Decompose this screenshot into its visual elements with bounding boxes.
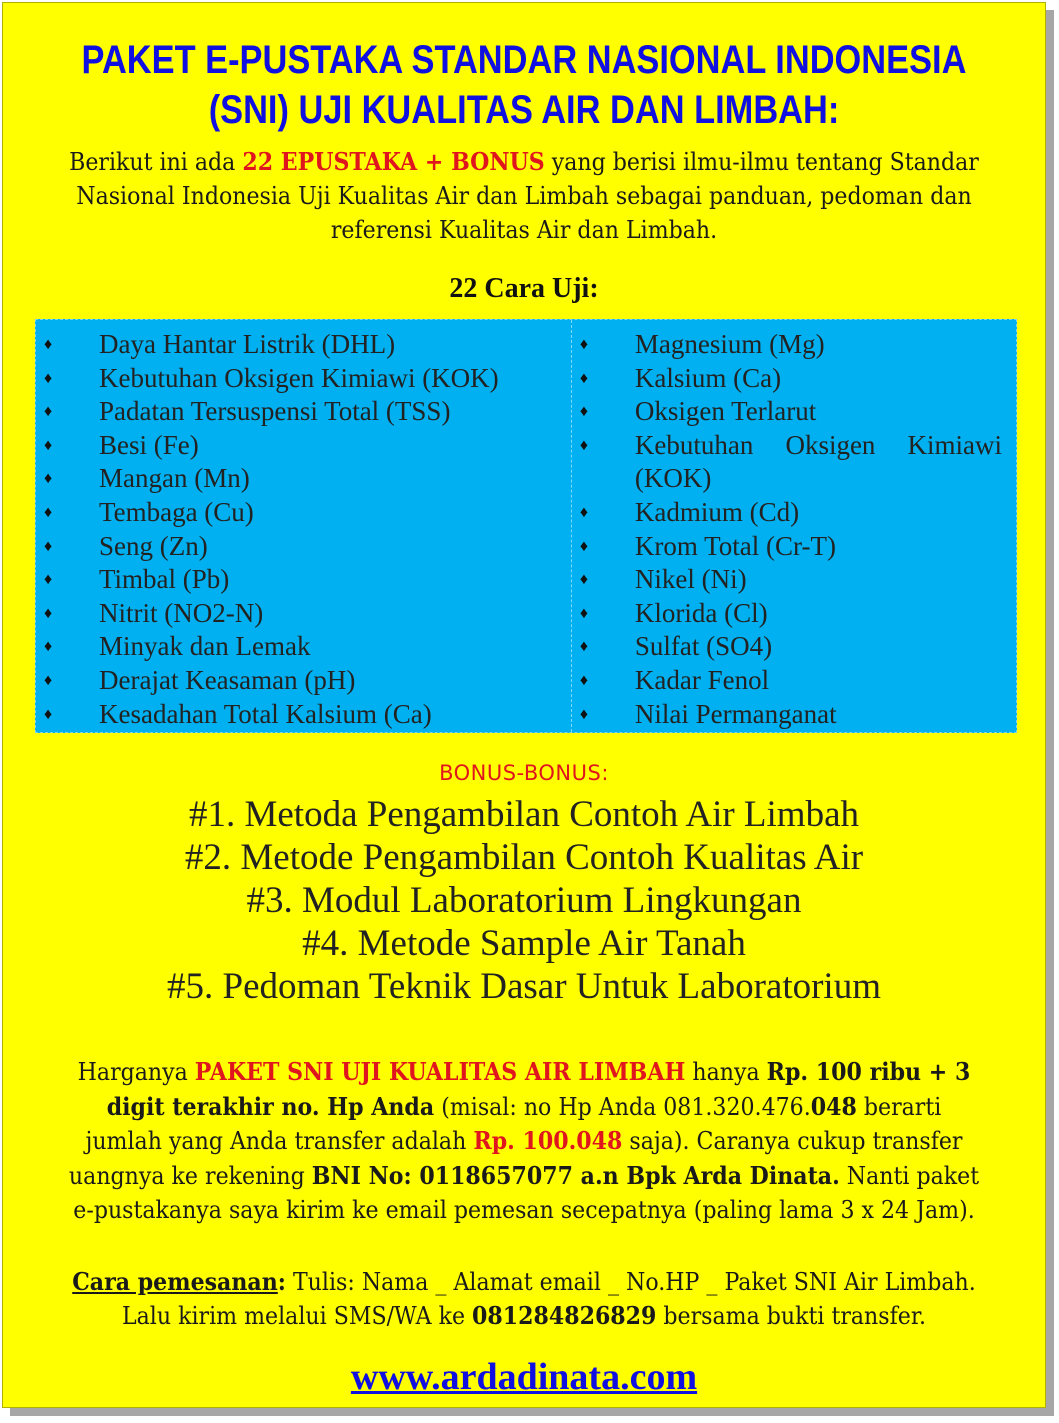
- price-text: (misal: no Hp Anda 081.320.476.: [434, 1092, 811, 1121]
- price-amount: Rp. 100 ribu + 3 digit terakhir no. Hp Anda: [106, 1057, 971, 1121]
- diamond-bullet-icon: ♦: [579, 336, 589, 353]
- intro-highlight: 22 EPUSTAKA + BONUS: [242, 147, 545, 176]
- intro-text-rest: yang berisi ilmu-ilmu tentang Standar Nasional Indonesia Uji Kualitas Air dan Limbah sebagai panduan, pedoman dan referensi Kualitas Air dan Limbah.: [76, 148, 979, 244]
- test-item-label: Padatan Tersuspensi Total (TSS): [99, 396, 451, 427]
- diamond-bullet-icon: ♦: [44, 604, 53, 622]
- diamond-bullet-icon: ♦: [44, 705, 53, 723]
- diamond-bullet-icon: ♦: [44, 571, 53, 589]
- bank-account: BNI No: 0118657077 a.n Bpk Arda Dinata.: [311, 1160, 840, 1190]
- test-item: [36, 429, 571, 463]
- test-item: [36, 362, 571, 396]
- test-item: [572, 362, 1016, 396]
- test-item-label: Daya Hantar Listrik (DHL): [99, 329, 396, 359]
- test-item-label: Minyak dan Lemak: [99, 631, 311, 662]
- test-item: [572, 563, 1016, 597]
- test-item-label: Tembaga (Cu): [99, 496, 254, 527]
- title-line-2: (SNI) UJI KUALITAS AIR DAN LIMBAH:: [208, 88, 840, 132]
- diamond-bullet-icon: ♦: [44, 336, 53, 353]
- test-item-label: Magnesium (Mg): [634, 329, 825, 359]
- bonus-item: #1. Metoda Pengambilan Contoh Air Limbah: [188, 794, 860, 835]
- diamond-bullet-icon: ♦: [579, 604, 589, 622]
- order-text: Tulis: Nama _ Alamat email _ No.HP _ Paket SNI Air Limbah. Lalu kirim melalui SMS/WA ke: [121, 1268, 976, 1330]
- website-link[interactable]: www.ardadinata.com: [350, 1356, 698, 1398]
- test-item: [572, 429, 1016, 463]
- diamond-bullet-icon: ♦: [579, 571, 589, 589]
- diamond-bullet-icon: ♦: [44, 537, 53, 555]
- test-item-label: Seng (Zn): [99, 530, 208, 561]
- test-item-label: Kesadahan Total Kalsium (Ca): [99, 698, 432, 729]
- test-item: [572, 328, 1016, 362]
- poster: [2, 2, 1046, 1408]
- title-line-1: PAKET E-PUSTAKA STANDAR NASIONAL INDONESIA: [81, 38, 967, 82]
- test-item: [36, 664, 571, 698]
- price-example-digits: 048: [810, 1091, 857, 1121]
- package-name: PAKET SNI UJI KUALITAS AIR LIMBAH: [194, 1057, 686, 1086]
- test-item: [572, 698, 1016, 732]
- test-item: [36, 630, 571, 664]
- bonus-item: #5. Pedoman Teknik Dasar Untuk Laboratorium: [167, 966, 881, 1007]
- price-text: Nanti paket e-pustakanya saya kirim ke email pemesan secepatnya (paling lama 3 x 24 Jam).: [73, 1161, 980, 1224]
- price-text: Harganya: [77, 1058, 195, 1086]
- order-paragraph: [61, 1265, 987, 1333]
- diamond-bullet-icon: ♦: [579, 436, 589, 454]
- test-item-label: Sulfat (SO4): [634, 631, 773, 662]
- diamond-bullet-icon: ♦: [579, 537, 589, 555]
- price-text: hanya: [685, 1058, 767, 1086]
- test-item: [572, 530, 1016, 564]
- test-item: [36, 328, 571, 362]
- order-colon: :: [277, 1267, 286, 1296]
- test-item: [572, 630, 1016, 664]
- price-example-total: Rp. 100.048: [473, 1126, 623, 1155]
- test-item: [36, 496, 571, 530]
- intro-text: Berikut ini ada: [69, 148, 243, 176]
- diamond-bullet-icon: ♦: [579, 638, 589, 656]
- price-text: berarti jumlah yang Anda transfer adalah: [85, 1092, 942, 1155]
- test-item-label: Kebutuhan Oksigen Kimiawi (KOK): [99, 362, 499, 393]
- test-item-label: Oksigen Terlarut: [634, 396, 817, 427]
- diamond-bullet-icon: ♦: [579, 705, 589, 723]
- diamond-bullet-icon: ♦: [44, 403, 53, 421]
- bonus-item: #4. Metode Sample Air Tanah: [302, 923, 746, 964]
- order-label: Cara pemesanan: [72, 1267, 278, 1296]
- test-item-label: Besi (Fe): [99, 429, 199, 460]
- diamond-bullet-icon: ♦: [44, 671, 53, 689]
- test-item-label: Kadar Fenol: [634, 664, 770, 695]
- diamond-bullet-icon: ♦: [579, 503, 589, 521]
- test-item-wrap: (KOK): [634, 463, 712, 494]
- test-item: [36, 698, 571, 732]
- page-title: [76, 35, 972, 135]
- test-item: [572, 664, 1016, 698]
- diamond-bullet-icon: ♦: [579, 369, 589, 387]
- test-item: [572, 496, 1016, 530]
- test-item: [572, 395, 1016, 429]
- order-phone: 081284826829: [472, 1301, 657, 1330]
- test-item: [36, 462, 571, 496]
- test-item-label: Timbal (Pb): [99, 564, 230, 595]
- test-item-label: Nilai Permanganat: [634, 698, 837, 729]
- tests-column-left: [36, 320, 572, 732]
- test-item: [572, 597, 1016, 631]
- price-paragraph: [67, 1055, 981, 1228]
- test-item-label: Derajat Keasaman (pH): [99, 664, 356, 695]
- bonus-item: #3. Modul Laboratorium Lingkungan: [246, 880, 802, 921]
- price-text: saja). Caranya cukup transfer uangnya ke rekening: [68, 1127, 963, 1190]
- test-item-label: Krom Total (Cr-T): [634, 530, 836, 561]
- intro-paragraph: [63, 145, 985, 247]
- diamond-bullet-icon: ♦: [44, 369, 53, 387]
- test-item-label: Nikel (Ni): [634, 564, 747, 595]
- bonus-item: #2. Metode Pengambilan Contoh Kualitas Air: [184, 837, 864, 878]
- test-item-label: Nitrit (NO2-N): [99, 597, 264, 628]
- test-item-label: Kadmium (Cd): [634, 496, 800, 527]
- diamond-bullet-icon: ♦: [579, 671, 589, 689]
- test-item: [36, 563, 571, 597]
- tests-heading: 22 Cara Uji:: [449, 273, 599, 304]
- diamond-bullet-icon: ♦: [579, 403, 589, 421]
- bonus-heading: BONUS-BONUS:: [439, 761, 609, 785]
- test-item-label: Kebutuhan Oksigen Kimiawi: [634, 429, 1002, 460]
- test-item-label: Mangan (Mn): [99, 463, 250, 494]
- test-item: [36, 530, 571, 564]
- diamond-bullet-icon: ♦: [44, 470, 53, 488]
- order-text: bersama bukti transfer.: [656, 1302, 927, 1330]
- diamond-bullet-icon: ♦: [44, 436, 53, 454]
- tests-table: [35, 319, 1017, 733]
- diamond-bullet-icon: ♦: [44, 638, 53, 656]
- test-item-label: Klorida (Cl): [634, 597, 768, 628]
- tests-column-right: [572, 320, 1016, 732]
- bonus-list: [3, 793, 1045, 1008]
- test-item: [36, 395, 571, 429]
- test-item: [36, 597, 571, 631]
- test-item-label: Kalsium (Ca): [634, 362, 782, 393]
- diamond-bullet-icon: ♦: [44, 503, 53, 521]
